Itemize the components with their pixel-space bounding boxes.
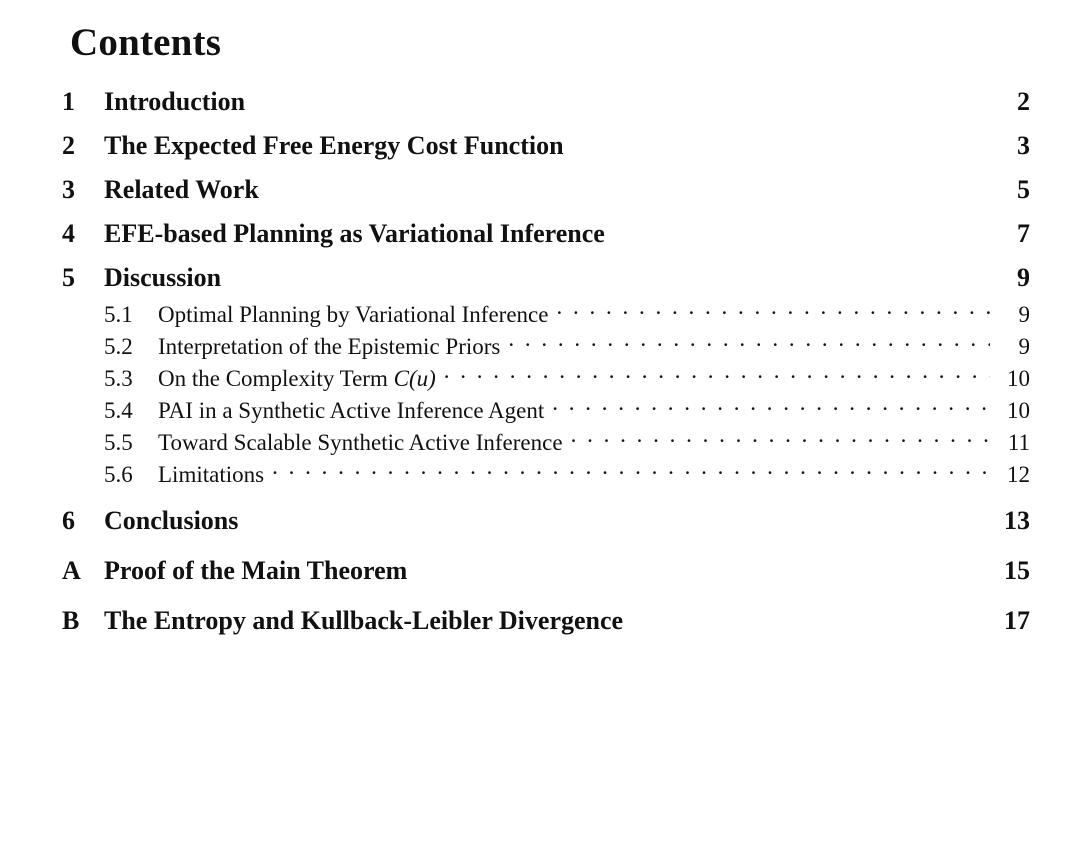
page-title: Contents bbox=[70, 21, 222, 64]
toc-entry-label: Discussion bbox=[104, 262, 222, 292]
toc-entry-5-2[interactable] bbox=[62, 331, 1030, 360]
toc-entry-label: EFE-based Planning as Variational Inference bbox=[104, 218, 605, 248]
toc-subentry-number: 5.6 bbox=[104, 461, 133, 487]
toc-group-5 bbox=[62, 263, 1030, 488]
toc-entry-6[interactable] bbox=[62, 506, 1030, 536]
toc-subentry-number: 5.4 bbox=[104, 397, 133, 423]
toc-subentry-page: 10 bbox=[1007, 365, 1030, 391]
toc-entry-page: 5 bbox=[1017, 174, 1030, 204]
toc-subentry-label bbox=[158, 366, 436, 392]
toc-entry-5-5[interactable] bbox=[62, 427, 1030, 456]
toc-subentry-number: 5.1 bbox=[104, 301, 133, 327]
toc-entry-label: Conclusions bbox=[104, 505, 239, 535]
toc-entry-number: 2 bbox=[62, 130, 75, 160]
toc-entry-number: 5 bbox=[62, 262, 75, 292]
toc-entry-5-4[interactable] bbox=[62, 395, 1030, 424]
toc-leader bbox=[508, 331, 990, 354]
toc-subentry-page: 12 bbox=[1007, 461, 1030, 487]
table-of-contents bbox=[62, 87, 1030, 636]
toc-subentry-label: Toward Scalable Synthetic Active Inference bbox=[158, 429, 563, 455]
toc-entry-label: The Entropy and Kullback-Leibler Divergence bbox=[104, 605, 624, 635]
toc-entry-a[interactable] bbox=[62, 556, 1030, 586]
toc-entry-label: The Expected Free Energy Cost Function bbox=[104, 130, 564, 160]
toc-leader bbox=[272, 459, 990, 482]
toc-subentry-label: Limitations bbox=[158, 461, 265, 487]
toc-entry-5-3[interactable] bbox=[62, 363, 1030, 392]
toc-entry-4[interactable] bbox=[62, 219, 1030, 249]
toc-leader bbox=[552, 395, 990, 418]
toc-subentry-number: 5.2 bbox=[104, 333, 133, 359]
toc-subentry-page: 9 bbox=[1018, 301, 1030, 327]
toc-entry-5-6[interactable] bbox=[62, 459, 1030, 488]
toc-subentry-page: 11 bbox=[1007, 429, 1030, 455]
toc-entry-page: 3 bbox=[1017, 130, 1030, 160]
toc-subentry-label: Interpretation of the Epistemic Priors bbox=[158, 333, 501, 359]
toc-entry-1[interactable] bbox=[62, 87, 1030, 117]
toc-entry-number: 4 bbox=[62, 218, 75, 248]
toc-leader bbox=[444, 363, 990, 386]
toc-leader bbox=[556, 299, 990, 322]
toc-subentry-page: 10 bbox=[1007, 397, 1030, 423]
toc-entry-number: 1 bbox=[62, 86, 75, 116]
toc-entry-page: 7 bbox=[1017, 218, 1030, 248]
toc-entry-label: Related Work bbox=[104, 174, 259, 204]
toc-entry-2[interactable] bbox=[62, 131, 1030, 161]
toc-entry-5-1[interactable] bbox=[62, 299, 1030, 328]
toc-leader bbox=[571, 427, 990, 450]
toc-subentry-number: 5.3 bbox=[104, 365, 133, 391]
toc-subentry-label: PAI in a Synthetic Active Inference Agent bbox=[158, 397, 545, 423]
toc-entry-page: 17 bbox=[1004, 605, 1030, 635]
toc-entry-page: 13 bbox=[1004, 505, 1030, 535]
toc-entry-5[interactable] bbox=[62, 263, 1030, 293]
toc-entry-label: Proof of the Main Theorem bbox=[104, 555, 408, 585]
toc-entry-label: Introduction bbox=[104, 86, 246, 116]
toc-entry-number: 6 bbox=[62, 505, 75, 535]
toc-entry-page: 15 bbox=[1004, 555, 1030, 585]
toc-subentry-number: 5.5 bbox=[104, 429, 133, 455]
toc-subentry-label-math: C(u) bbox=[393, 365, 436, 391]
toc-subentry-label: Optimal Planning by Variational Inference bbox=[158, 301, 549, 327]
toc-entry-page: 2 bbox=[1017, 86, 1030, 116]
toc-entry-number: B bbox=[62, 605, 80, 635]
toc-entry-number: A bbox=[62, 555, 81, 585]
toc-subentry-label-text: On the Complexity Term bbox=[158, 365, 394, 391]
toc-subentry-page: 9 bbox=[1018, 333, 1030, 359]
toc-entry-3[interactable] bbox=[62, 175, 1030, 205]
toc-sublist-5 bbox=[62, 299, 1030, 488]
toc-entry-b[interactable] bbox=[62, 606, 1030, 636]
toc-entry-page: 9 bbox=[1017, 262, 1030, 292]
toc-entry-number: 3 bbox=[62, 174, 75, 204]
